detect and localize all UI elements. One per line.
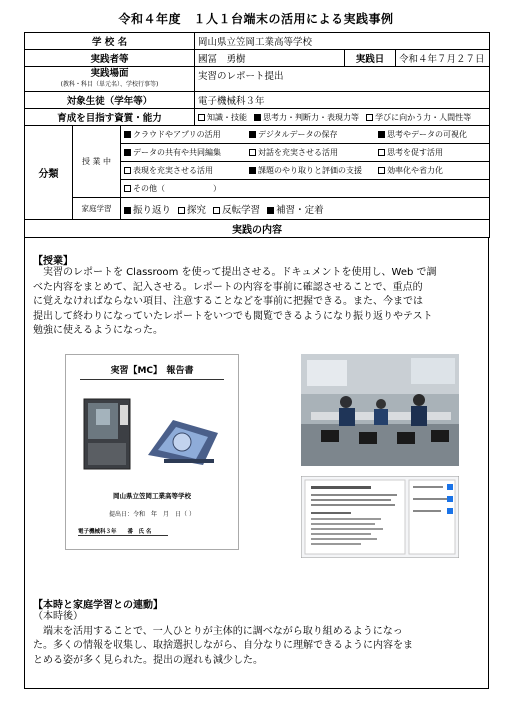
target-value: 電子機械科３年 [195, 92, 490, 109]
checkbox-checked-icon [254, 114, 261, 121]
after-line: とめる姿が多く見られた。提出の遅れも減少した。 [33, 654, 263, 666]
date-value: 令和４年７月２７日 [396, 50, 490, 67]
checkbox-checked-icon [378, 131, 385, 138]
option-dialogue: 対話を充実させる活用 [249, 147, 371, 158]
lesson-line: に覚えなければならない項目、注意することなどを事前に把握できる。また、今までは [33, 296, 423, 307]
classroom-photo [301, 354, 459, 466]
option-thinking: 思考を促す活用 [378, 147, 443, 158]
ability-label: 育成を目指す資質・能力 [25, 109, 195, 126]
practitioner-label: 実践者等 [25, 50, 195, 67]
after-heading: 【本時と家庭学習との連動】 [33, 600, 163, 611]
checkbox-icon [124, 167, 131, 174]
option-inquiry: 探究 [178, 202, 206, 216]
option-assignment: 課題のやり取りと評価の支援 [249, 165, 371, 176]
scene-value: 実習のレポート提出 [195, 67, 490, 92]
checkbox-icon [378, 149, 385, 156]
ability-option: 知識・技能 [198, 112, 247, 123]
option-expression: 表現を充実させる活用 [124, 165, 242, 176]
option-digital-save: デジタルデータの保存 [249, 129, 371, 140]
report-school: 岡山県立笠岡工業高等学校 [113, 492, 191, 500]
ability-option: 思考力・判断力・表現力等 [254, 112, 359, 123]
info-table [24, 32, 490, 238]
page-title: 令和４年度 １人１台端末の活用による実践事例 [118, 12, 394, 26]
in-class-row [121, 162, 490, 180]
checkbox-checked-icon [124, 207, 131, 214]
checkbox-checked-icon [249, 131, 256, 138]
report-title: 実習【MC】 報告書 [110, 366, 194, 376]
lesson-text [33, 266, 485, 339]
date-label: 実践日 [345, 50, 396, 67]
after-sub: （本時後） [33, 611, 83, 622]
after-text [33, 610, 485, 668]
classification-label: 分類 [25, 126, 73, 220]
report-title-rule [80, 379, 224, 380]
option-review: 振り返り [124, 202, 171, 216]
cnc-machine-illustration [78, 395, 228, 475]
practitioner-value: 國冨 勇樹 [195, 50, 345, 67]
lesson-line: 実習のレポートを Classroom を使って提出させる。ドキュメントを使用し、Web で調 [33, 267, 437, 278]
checkbox-icon [213, 207, 220, 214]
in-class-row [121, 126, 490, 144]
checkbox-checked-icon [267, 207, 274, 214]
in-class-label: 授 業 中 [73, 126, 121, 198]
scene-label: 実践場面 [90, 68, 129, 79]
ability-options [195, 109, 490, 126]
report-submit-line: 提出日：令和 年 月 日（ ） [109, 511, 195, 518]
checkbox-icon [366, 114, 373, 121]
ability-option: 学びに向かう力・人間性等 [366, 112, 471, 123]
option-efficiency: 効率化や省力化 [378, 165, 443, 176]
lesson-line: 提出して終わりになっていたレポートをいつでも閲覧できるようになり振り返りやテスト [33, 310, 433, 322]
checkbox-icon [249, 149, 256, 156]
checkbox-icon [198, 114, 205, 121]
target-label: 対象生徒（学年等） [25, 92, 195, 109]
option-cloud: クラウドやアプリの活用 [124, 129, 242, 140]
checkbox-checked-icon [124, 149, 131, 156]
option-flipped: 反転学習 [213, 202, 260, 216]
content-box [24, 238, 489, 689]
after-line: た。多くの情報を収集し、取捨選択しながら、自分なりに理解できるように内容をま [33, 640, 413, 651]
scene-label-cell [25, 67, 195, 92]
option-remedial: 補習・定着 [267, 202, 324, 216]
lesson-line: べた内容をまとめて、記入させる。レポートの内容を事前に確認させることで、重点的 [33, 281, 423, 293]
after-line: 端末を活用することで、一人ひとりが主体的に調べながら取り組めるようになっ [33, 625, 403, 637]
lesson-heading: 【授業】 [33, 256, 73, 267]
classroom-screenshot [301, 476, 459, 558]
scene-sublabel: (教科・科目（単元名）、学校行事等) [60, 81, 159, 88]
home-label: 家庭学習 [73, 198, 121, 220]
report-name-line: 電子機械科３年 番 氏 名 [78, 529, 152, 535]
in-class-row [121, 144, 490, 162]
in-class-row [121, 180, 490, 198]
checkbox-icon [378, 167, 385, 174]
content-header: 実践の内容 [25, 220, 490, 238]
checkbox-icon [178, 207, 185, 214]
option-share: データの共有や共同編集 [124, 147, 242, 158]
option-other: その他（ ） [124, 183, 221, 194]
lesson-line: 勉強に使えるようになった。 [33, 325, 163, 336]
option-visualize: 思考やデータの可視化 [378, 129, 467, 140]
checkbox-checked-icon [249, 167, 256, 174]
report-name-rule [78, 535, 168, 536]
home-row [121, 198, 490, 220]
report-document-image [65, 354, 239, 550]
checkbox-checked-icon [124, 131, 131, 138]
school-value: 岡山県立笠岡工業高等学校 [195, 33, 490, 50]
checkbox-icon [124, 185, 131, 192]
school-label: 学 校 名 [25, 33, 195, 50]
